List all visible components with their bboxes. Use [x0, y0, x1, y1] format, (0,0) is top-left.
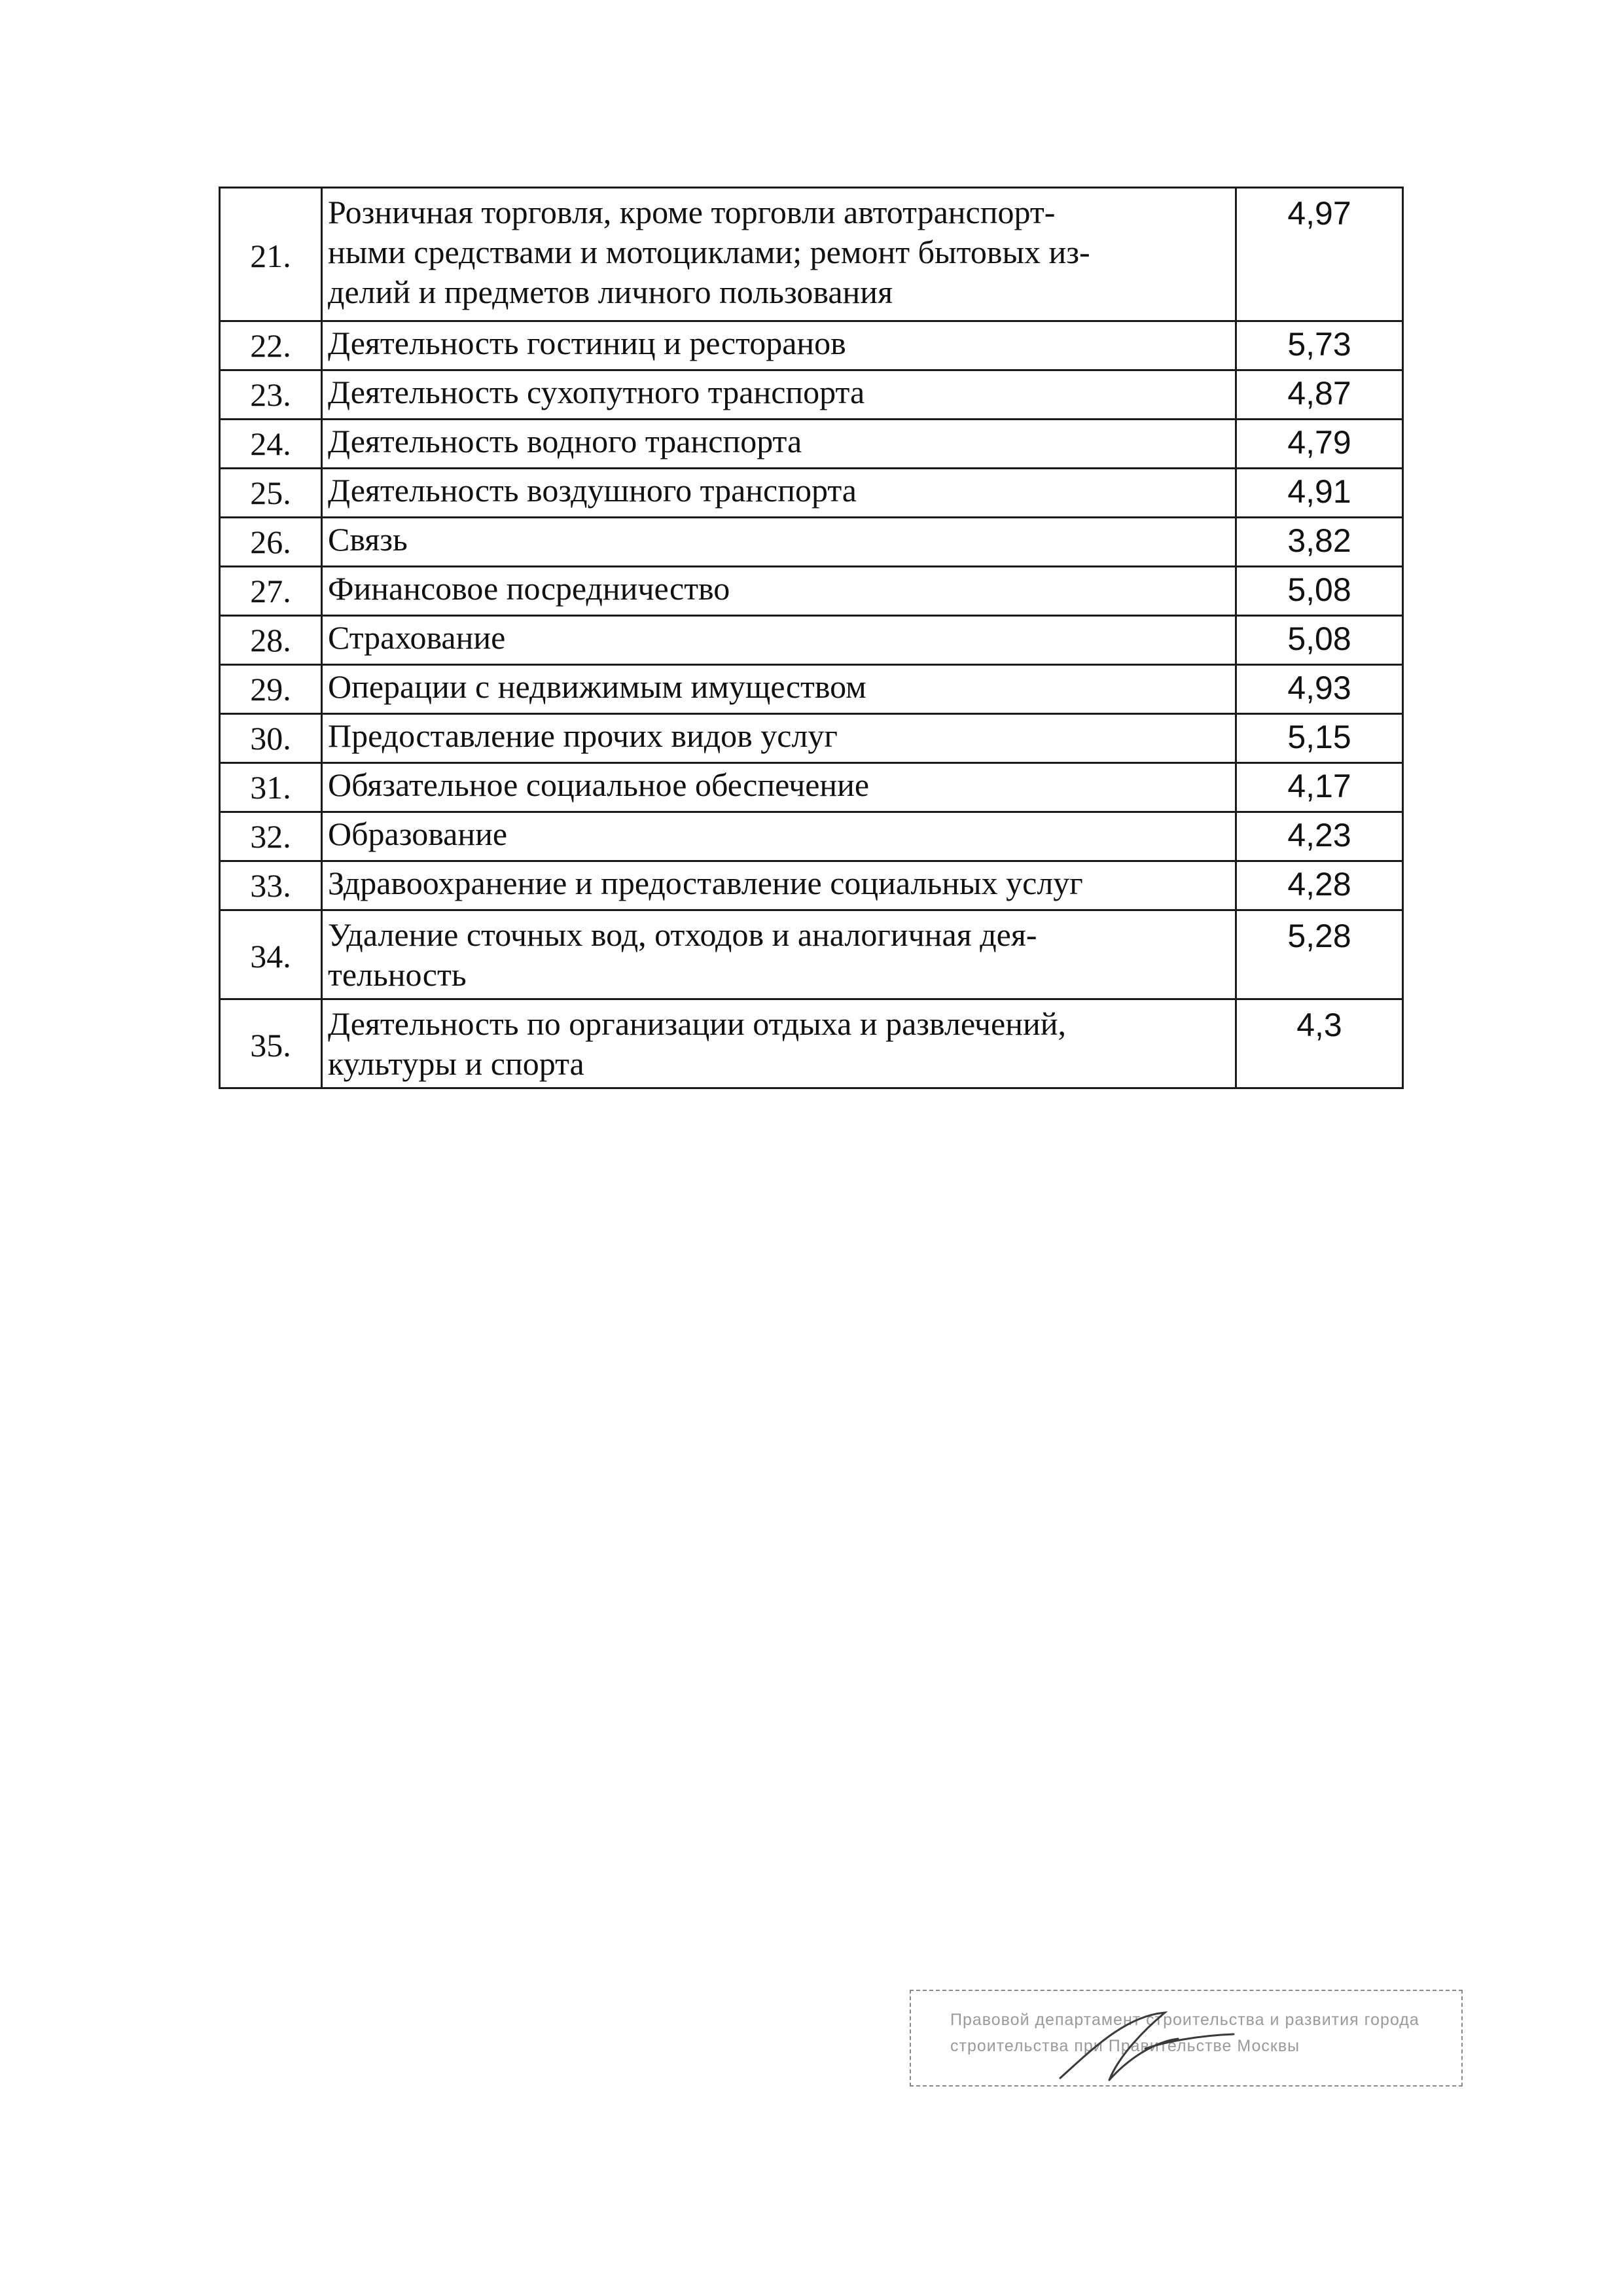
- coefficient-value: 5,73: [1236, 321, 1403, 370]
- coefficient-value: 4,17: [1236, 763, 1403, 812]
- activity-name-line: Удаление сточных вод, отходов и аналогичная дея-: [328, 916, 1037, 953]
- rates-table-body: [220, 188, 1403, 1088]
- table-row: [220, 665, 1403, 714]
- activity-name: Операции с недвижимым имуществом: [322, 665, 1236, 714]
- row-number: 29.: [220, 665, 322, 714]
- table-row: [220, 714, 1403, 763]
- activity-name: [322, 999, 1236, 1088]
- coefficient-value: 4,87: [1236, 370, 1403, 420]
- rates-table: [219, 187, 1404, 1089]
- coefficient-value: 4,91: [1236, 469, 1403, 518]
- activity-name: Здравоохранение и предоставление социальных услуг: [322, 861, 1236, 910]
- coefficient-value: 5,08: [1236, 567, 1403, 616]
- activity-name: Деятельность водного транспорта: [322, 420, 1236, 469]
- coefficient-value: 4,23: [1236, 812, 1403, 861]
- stamp-line-1: Правовой департамент строительства и развития города: [950, 2011, 1419, 2029]
- table-row: [220, 616, 1403, 665]
- activity-name-line: культуры и спорта: [328, 1045, 584, 1082]
- activity-name: Страхование: [322, 616, 1236, 665]
- row-number: 31.: [220, 763, 322, 812]
- coefficient-value: 3,82: [1236, 518, 1403, 567]
- table-row: [220, 861, 1403, 910]
- table-row: [220, 518, 1403, 567]
- activity-name: Деятельность воздушного транспорта: [322, 469, 1236, 518]
- row-number: 21.: [220, 188, 322, 321]
- coefficient-value: 4,3: [1236, 999, 1403, 1088]
- coefficient-value: 4,28: [1236, 861, 1403, 910]
- coefficient-value: 5,15: [1236, 714, 1403, 763]
- row-number: 24.: [220, 420, 322, 469]
- row-number: 22.: [220, 321, 322, 370]
- row-number: 34.: [220, 910, 322, 999]
- activity-name: Образование: [322, 812, 1236, 861]
- row-number: 30.: [220, 714, 322, 763]
- activity-name-line: тельность: [328, 956, 467, 993]
- activity-name: [322, 188, 1236, 321]
- table-row: [220, 370, 1403, 420]
- table-row: [220, 910, 1403, 999]
- row-number: 23.: [220, 370, 322, 420]
- table-row: [220, 763, 1403, 812]
- row-number: 28.: [220, 616, 322, 665]
- activity-name: Предоставление прочих видов услуг: [322, 714, 1236, 763]
- activity-name-line: делий и предметов личного пользования: [328, 274, 893, 310]
- row-number: 35.: [220, 999, 322, 1088]
- activity-name: [322, 910, 1236, 999]
- table-row: [220, 321, 1403, 370]
- table-row: [220, 469, 1403, 518]
- coefficient-value: 4,93: [1236, 665, 1403, 714]
- signature-mark: [1047, 2003, 1243, 2088]
- stamp-line-2: строительства при Правительстве Москвы: [950, 2037, 1300, 2055]
- coefficient-value: 4,97: [1236, 188, 1403, 321]
- table-row: [220, 567, 1403, 616]
- table-row: [220, 812, 1403, 861]
- activity-name-line: Розничная торговля, кроме торговли автотранспорт-: [328, 194, 1056, 230]
- row-number: 27.: [220, 567, 322, 616]
- table-row: [220, 188, 1403, 321]
- activity-name: Деятельность сухопутного транспорта: [322, 370, 1236, 420]
- row-number: 32.: [220, 812, 322, 861]
- coefficient-value: 4,79: [1236, 420, 1403, 469]
- activity-name-line: ными средствами и мотоциклами; ремонт бытовых из-: [328, 234, 1090, 270]
- row-number: 33.: [220, 861, 322, 910]
- table-row: [220, 420, 1403, 469]
- activity-name: Обязательное социальное обеспечение: [322, 763, 1236, 812]
- activity-name-line: Деятельность по организации отдыха и развлечений,: [328, 1005, 1067, 1042]
- row-number: 25.: [220, 469, 322, 518]
- coefficient-value: 5,28: [1236, 910, 1403, 999]
- activity-name: Деятельность гостиниц и ресторанов: [322, 321, 1236, 370]
- coefficient-value: 5,08: [1236, 616, 1403, 665]
- activity-name: Финансовое посредничество: [322, 567, 1236, 616]
- activity-name: Связь: [322, 518, 1236, 567]
- row-number: 26.: [220, 518, 322, 567]
- table-row: [220, 999, 1403, 1088]
